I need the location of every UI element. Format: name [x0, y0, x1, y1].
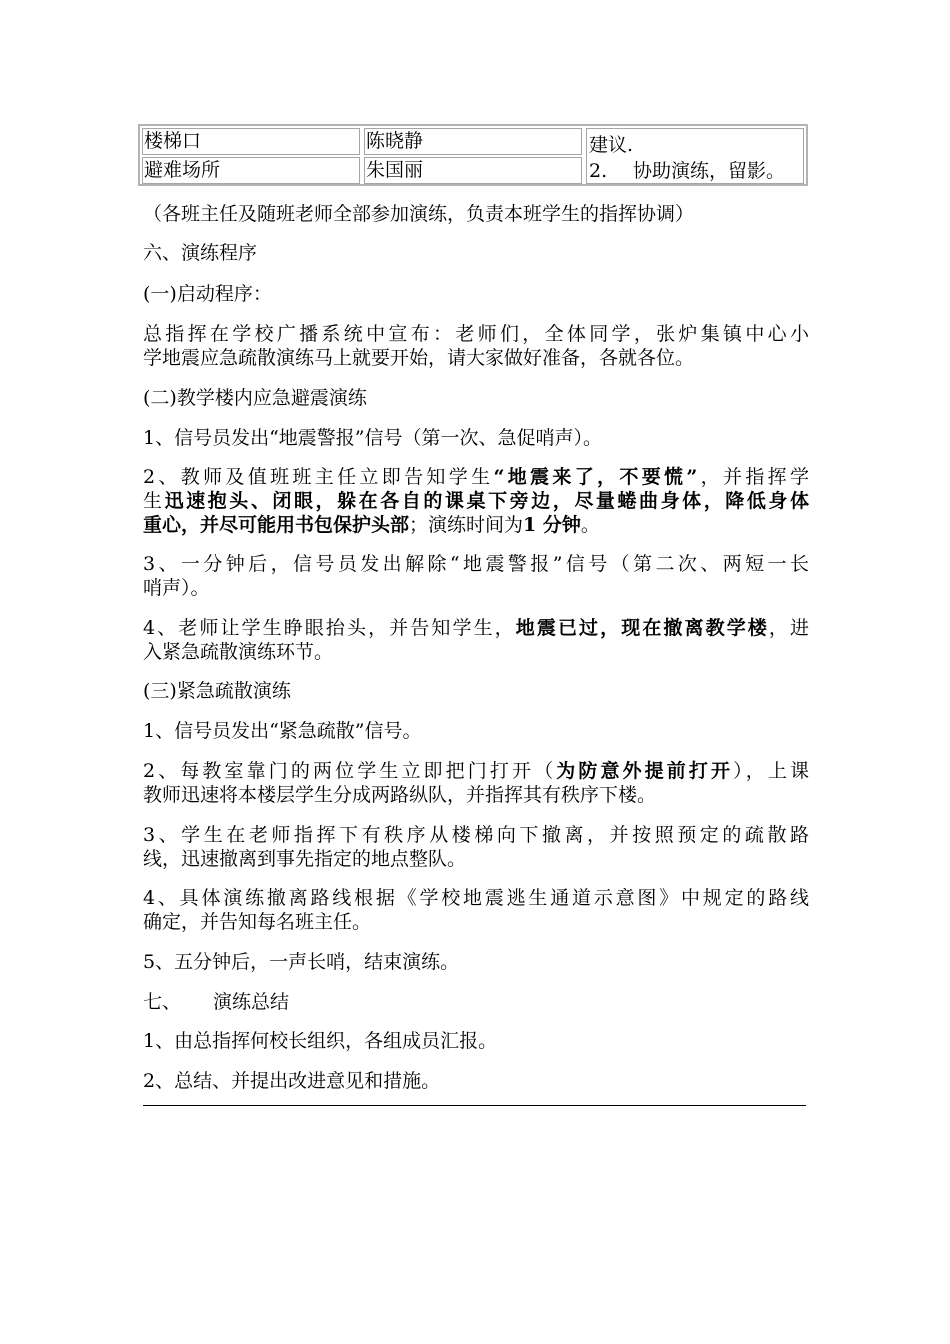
text-run: 2、每教室靠门的两位学生立即把门打开（ [143, 760, 557, 782]
duty-line-2-text: 协助演练，留影。 [633, 160, 786, 182]
part-2-item-2-line-2 [143, 489, 809, 514]
part-2-item-2-line-3 [143, 513, 809, 538]
table-cell-person: 陈晓静 [364, 128, 582, 155]
part-3-item-2-line-1 [143, 759, 809, 784]
text-run: ），上课 [733, 760, 809, 782]
section-7-item-1: 1、由总指挥何校长组织，各组成员汇报。 [143, 1030, 498, 1052]
part-1-text-line-1: 总指挥在学校广播系统中宣布：老师们，全体同学，张炉集镇中心小 [143, 323, 809, 345]
part-3-title: (三)紧急疏散演练 [143, 680, 291, 702]
part-1-title: (一)启动程序： [143, 283, 272, 305]
part-2-item-3-line-2: 哨声）。 [143, 577, 210, 599]
part-2-item-4-line-1 [143, 616, 809, 641]
duty-line-1: 建议. [589, 134, 634, 156]
bold-text-run: “地震来了，不要慌” [493, 466, 698, 488]
table-cell-person: 朱国丽 [364, 157, 582, 184]
part-2-item-3-line-1: 3、一分钟后，信号员发出解除“地震警报”信号（第二次、两短一长 [143, 553, 809, 575]
part-3-item-4-line-1: 4、具体演练撤离路线根据《学校地震逃生通道示意图》中规定的路线 [143, 887, 809, 909]
part-2-title: (二)教学楼内应急避震演练 [143, 387, 367, 409]
table-cell-location: 避难场所 [142, 157, 360, 184]
text-run: 4、老师让学生睁眼抬头，并告知学生， [143, 617, 516, 639]
part-3-item-4-line-2: 确定，并告知每名班主任。 [143, 911, 372, 933]
bold-text-run: 重心，并尽可能用书包保护头部 [143, 514, 410, 536]
part-3-item-3-line-2: 线，迅速撤离到事先指定的地点整队。 [143, 848, 467, 870]
part-3-item-5: 5、五分钟后，一声长哨，结束演练。 [143, 951, 460, 973]
table-cell-duty [586, 128, 804, 184]
table-cell-location: 楼梯口 [142, 128, 360, 155]
text-run: ，进 [768, 617, 809, 639]
part-3-item-1: 1、信号员发出“紧急疏散”信号。 [143, 720, 422, 742]
bold-text-run: 为防意外提前打开 [556, 760, 734, 782]
section-7-number: 七、 [143, 991, 182, 1013]
text-run: 。 [580, 514, 600, 536]
duty-line-2-number: 2. [589, 160, 608, 182]
duty-table [138, 124, 808, 186]
duty-line-2 [589, 159, 785, 183]
bold-text-run: 1 分钟 [523, 514, 581, 536]
bold-text-run: 迅速抱头、闭眼，躲在各自的课桌下旁边，尽量蜷曲身体，降低身体 [164, 490, 809, 512]
text-run: ，并指挥学 [697, 466, 810, 488]
bold-text-run: 地震已过，现在撤离教学楼 [515, 617, 769, 639]
text-run: ；演练时间为 [409, 514, 524, 536]
section-7-heading: 演练总结 [213, 991, 290, 1013]
section-7-title [143, 990, 809, 1015]
part-2-item-4-line-2: 入紧急疏散演练环节。 [143, 641, 334, 663]
part-3-item-2-line-2: 教师迅速将本楼层学生分成两路纵队，并指挥其有秩序下楼。 [143, 784, 657, 806]
text-run: 生 [143, 490, 165, 512]
part-2-item-2-line-1 [143, 465, 809, 490]
part-1-text-line-2: 学地震应急疏散演练马上就要开始，请大家做好准备，各就各位。 [143, 347, 695, 369]
bottom-divider [143, 1105, 806, 1106]
part-3-item-3-line-1: 3、学生在老师指挥下有秩序从楼梯向下撤离，并按照预定的疏散路 [143, 824, 809, 846]
section-6-title: 六、演练程序 [143, 242, 258, 264]
text-run: 2、教师及值班班主任立即告知学生 [143, 466, 494, 488]
part-2-item-1: 1、信号员发出“地震警报”信号（第一次、急促哨声）。 [143, 427, 603, 449]
section-7-item-2: 2、总结、并提出改进意见和措施。 [143, 1070, 441, 1092]
table-note: （各班主任及随班老师全部参加演练，负责本班学生的指挥协调） [143, 203, 695, 225]
